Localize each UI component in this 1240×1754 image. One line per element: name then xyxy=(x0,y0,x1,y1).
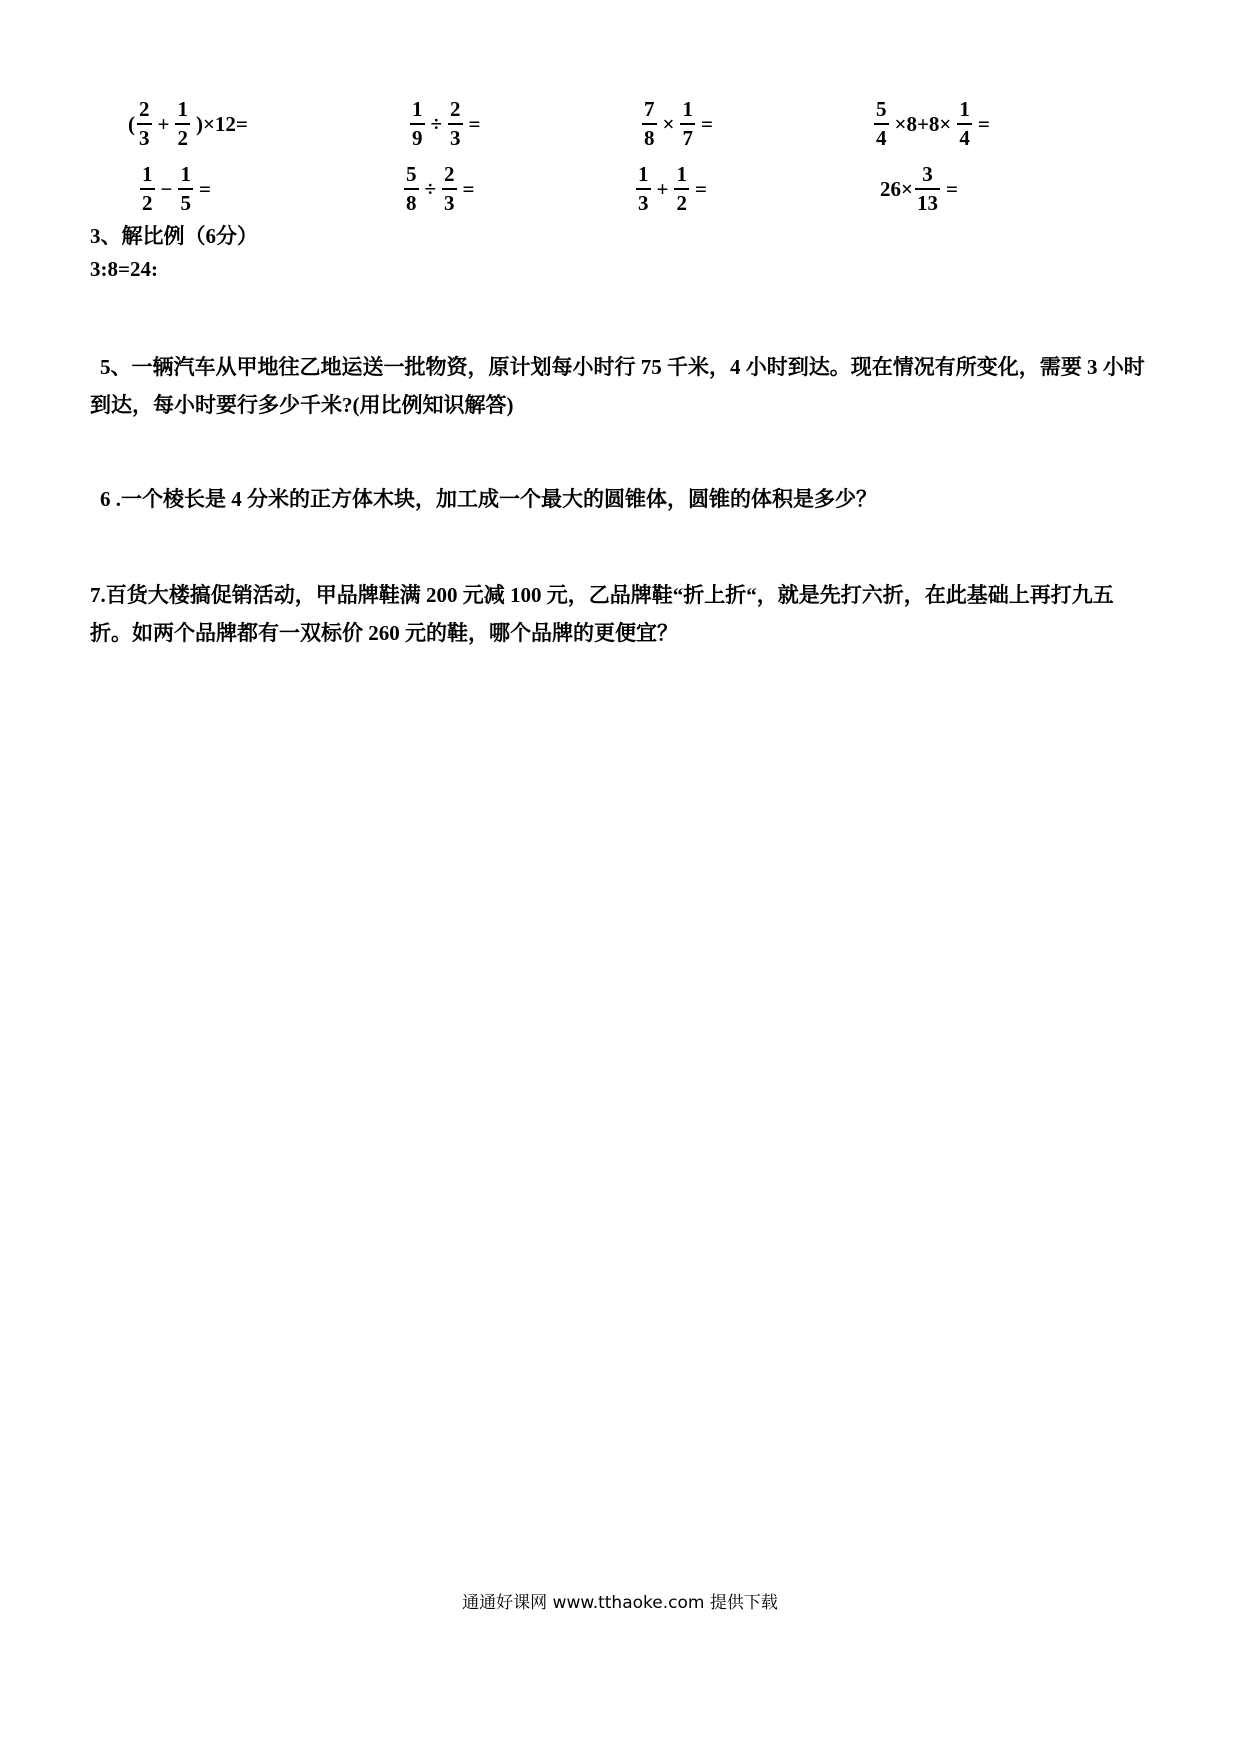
fraction: $\frac{1}{2}$ xyxy=(177,97,188,150)
exercise-2-3 xyxy=(634,159,711,219)
expression-tail: = xyxy=(468,111,481,136)
exercise-2-4 xyxy=(880,159,962,219)
operator: × xyxy=(662,111,675,136)
exercise-1-1 xyxy=(128,94,252,154)
question-7: 7.百货大楼搞促销活动，甲品牌鞋满 200 元减 100 元，乙品牌鞋“折上折“，就是先打六折，在此基础上再打九五折。如两个品牌都有一双标价 260 元的鞋，哪个品牌的更便宜？ xyxy=(90,583,1114,645)
exercise-2-2 xyxy=(402,159,479,219)
operator: + xyxy=(656,176,669,201)
fraction: $\frac{2}{3}$ xyxy=(139,97,150,150)
fraction: $\frac{3}{13}$ xyxy=(916,162,938,215)
expression-tail: = xyxy=(945,176,958,201)
fraction: $\frac{1}{4}$ xyxy=(959,97,970,150)
fraction: $\frac{5}{8}$ xyxy=(406,162,417,215)
expression-lead: 26× xyxy=(880,176,913,201)
section-3-heading: 3、解比例（6分） xyxy=(90,224,258,248)
fraction: $\frac{2}{3}$ xyxy=(444,162,455,215)
operator: ×8+8× xyxy=(894,111,952,136)
fraction: $\frac{1}{5}$ xyxy=(180,162,191,215)
section-3-problem: 3:8=24: xyxy=(90,257,158,281)
expression-tail: = xyxy=(198,176,211,201)
operator: − xyxy=(160,176,173,201)
fraction: $\frac{7}{8}$ xyxy=(644,97,655,150)
fraction: $\frac{1}{7}$ xyxy=(682,97,693,150)
expression-tail: = xyxy=(462,176,475,201)
question-5: 5、一辆汽车从甲地往乙地运送一批物资，原计划每小时行 75 千米，4 小时到达。现在情况有所变化，需要 3 小时到达，每小时要行多少千米?(用比例知识解答) xyxy=(90,355,1145,417)
fraction: $\frac{1}{3}$ xyxy=(638,162,649,215)
fraction: $\frac{2}{3}$ xyxy=(450,97,461,150)
question-6: 6 .一个棱长是 4 分米的正方体木块，加工成一个最大的圆锥体，圆锥的体积是多少？ xyxy=(100,487,877,511)
fraction: $\frac{1}{2}$ xyxy=(142,162,153,215)
expression-tail: = xyxy=(700,111,713,136)
fraction: $\frac{5}{4}$ xyxy=(876,97,887,150)
footer-credit: 通通好课网 www.tthaoke.com 提供下载 xyxy=(462,1593,778,1613)
operator: ÷ xyxy=(424,176,437,201)
operator: + xyxy=(157,111,170,136)
operator: ÷ xyxy=(430,111,443,136)
exercise-1-3 xyxy=(640,94,717,154)
exercise-1-2 xyxy=(408,94,485,154)
exercise-1-4 xyxy=(872,94,994,154)
expression-tail: )×12= xyxy=(195,111,248,136)
fraction: $\frac{1}{2}$ xyxy=(676,162,687,215)
fraction: $\frac{1}{9}$ xyxy=(412,97,423,150)
expression-tail: = xyxy=(977,111,990,136)
expression-tail: = xyxy=(694,176,707,201)
exercise-2-1 xyxy=(138,159,215,219)
paren-open: ( xyxy=(128,111,135,136)
